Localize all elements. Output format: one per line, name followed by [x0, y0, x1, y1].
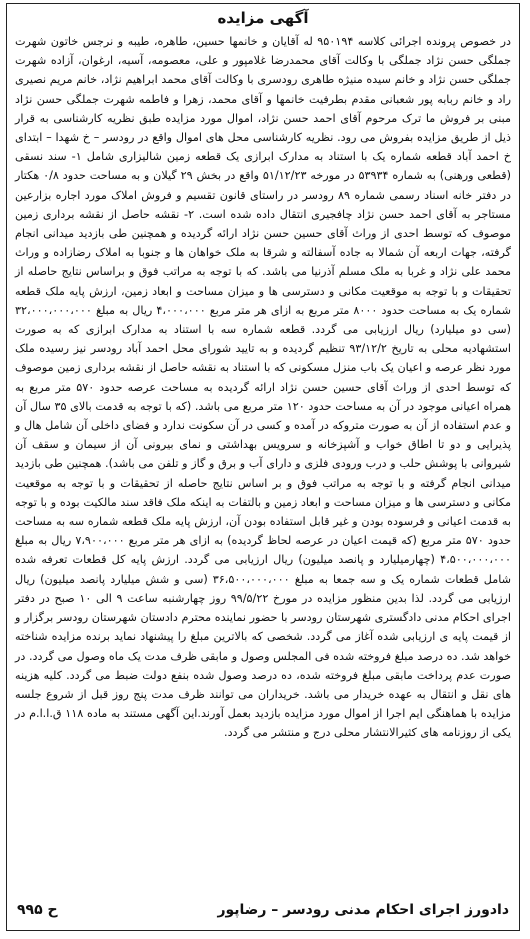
auction-notice	[6, 3, 520, 931]
notice-body: در خصوص پرونده اجرائی کلاسه ۹۵۰۱۹۴ له آقایان و خانمها حسین، طاهره، طیبه و نرجس خاتون شهرت جملگی حسن نژاد جملگی با وکالت آقای محمدرضا غلامپور و علی، معصومه، آسیه، ارغوان، آزاده شهرت جملگی حسن نژاد و خانم سیده منیژه طاهری رودسری با وکالت آقای محمد ابراهیم نژاد، خانم مریم نصیری راد و خانم ربابه پور شعبانی مقدم بطرفیت خانمها و آقای محمد، زهرا و فاطمه شهرت جملگی حسن نژاد مبنی بر فروش ما ترک مرحوم آقای احمد حسن نژاد، اموال مورد مزایده طبق نظریه کارشناسی به قرار ذیل از طریق مزایده بفروش می رود. نظریه کارشناسی محل های اموال واقع در رودسر – خ شهدا – ابتدای خ احمد آباد قطعه شماره یک با استناد به مدارک ابرازی یک قطعه زمین شالیزاری شامل ۱- سند نسقی (قطعی ورهنی) به شماره ۵۳۹۳۴ در مورخه ۵۱/۱۲/۲۳ واقع در بخش ۲۹ گیلان و به مساحت حدود ۰/۸ هکتار در دفتر خانه اسناد رسمی شماره ۸۹ رودسر در راستای قانون تقسیم و فروش املاک مورد اجاره بزارعین مستاجر به آقای احمد حسن نژاد چافجیری انتقال داده شده است. ۲- نقشه حاصل از نقشه برداری زمین موصوف که توسط احدی از وراث آقای حسین حسن نژاد ارائه گردیده و همچنین طی بازدید میدانی انجام گرفته، جهات اربعه آن شمالا به جاده آسفالته و شرقا به ملک خواهان ها و جنوبا به املاک رضازاده و وراث محمد علی نژاد و غربا به ملک مسلم آذرنیا می باشد. که با توجه به مراتب فوق و براساس نتایج حاصله از تحقیقات و با توجه به موقعیت مکانی و دسترسی ها و میزان مساحت و ابعاد زمین، ارزش پایه ملک قطعه شماره یک به مساحت حدود ۸۰۰۰ متر مربع به ازای هر متر مربع ۴،۰۰۰،۰۰۰ ریال به مبلغ ۳۲،۰۰۰،۰۰۰،۰۰۰ (سی دو میلیارد) ریال ارزیابی می گردد. قطعه شماره سه با استناد به مدارک ابرازی که به صورت استشهادیه محلی به تاریخ ۹۳/۱۲/۲ تنظیم گردیده و به تایید شورای محل احمد آباد رودسر نیز رسیده ملک مورد نظر عرصه و اعیان یک باب منزل مسکونی که با استناد به نقشه حاصل از نقشه برداری زمین موصوف که توسط احدی از وراث آقای حسین حسن نژاد ارائه گردیده به مساحت عرصه حدود ۵۷۰ متر مربع به همراه اعیانی موجود در آن به مساحت حدود ۱۲۰ متر مربع می باشد. (که با توجه به قدمت بالای ۳۵ سال آن و عدم استفاده از آن به صورت متروکه در آمده و کسی در آن سکونت ندارد و فضای داخلی آن شامل هال و پذیرایی و دو تا اطاق خواب و آشپزخانه و سرویس بهداشتی و نمای بیرونی آن از سیمان و سقف آن شیروانی با پوشش حلب و درب ورودی فلزی و دارای آب و برق و گاز و تلفن می باشد). همچنین طی بازدید میدانی انجام گرفته و با توجه به مراتب فوق و بر اساس نتایج حاصله از تحقیقات و با توجه به موقعیت مکانی و دسترسی ها و میزان مساحت و ابعاد زمین و بالتفات به اینکه ملک فاقد سند مالکیت بوده و با توجه به قدمت اعیانی و فرسوده بودن و غیر قابل استفاده بودن آن، ارزش پایه ملک قطعه شماره سه به مساحت حدود ۵۷۰ متر مربع (که قیمت اعیان در عرصه لحاظ گردیده) به ازای هر متر مربع ۷،۹۰۰،۰۰۰ ریال به مبلغ ۴،۵۰۰،۰۰۰،۰۰۰ (چهارمیلیارد و پانصد میلیون) ریال ارزیابی می گردد. ارزش پایه کل قطعات تعرفه شده شامل قطعات شماره یک و سه جمعا به مبلغ ۳۶،۵۰۰،۰۰۰،۰۰۰ (سی و شش میلیارد پانصد میلیون) ریال ارزیابی می گردد. لذا بدین منظور مزایده در مورخ ۹۹/۵/۲۲ روز چهارشنبه ساعت ۹ الی ۱۰ صبح در دفتر اجرای احکام مدنی دادگستری شهرستان رودسر با حضور نماینده محترم دادستان شهرستان رودسر برگزار و از قیمت پایه ی ارزیابی شده آغاز می گردد. شخصی که بالاترین مبلغ را پیشنهاد نماید برنده مزایده شناخته خواهد شد. ده درصد مبلغ فروخته شده فی المجلس وصول و مابقی ظرف مدت یک ماه وصول می گردد. در صورت عدم پرداخت مابقی مبلغ فروخته شده، ده درصد وصول شده بنفع دولت ضبط می گردد. کلیه هزینه های نقل و انتقال به عهده خریدار می باشد. خریداران می توانند ظرف مدت پنج روز قبل از شروع جلسه مزایده با هماهنگی ایم اجرا از اموال مورد مزایده بازدید بعمل آورند.این آگهی مستند به ماده ۱۱۸ ق.ا.ا.م در یکی از روزنامه های کثیرالانتشار محلی درج و منتشر می گردد.	[15, 35, 512, 740]
signature-line	[17, 902, 509, 918]
signature-code: ح ۹۹۵	[17, 902, 58, 918]
notice-title: آگهی مزایده	[217, 9, 309, 27]
signature-name: دادورز اجرای احکام مدنی رودسر – رضاپور	[217, 902, 509, 918]
